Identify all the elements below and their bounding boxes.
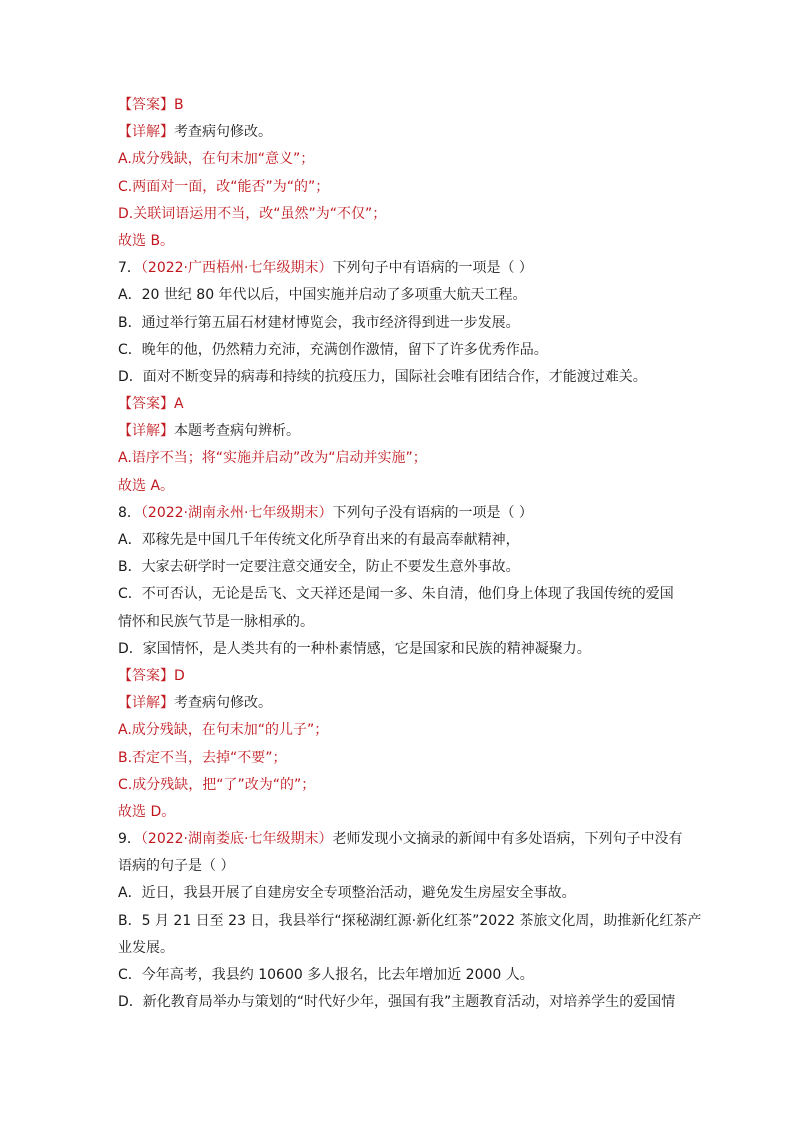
explain-tag: 【详解】: [118, 695, 174, 712]
question-number: 8．: [118, 504, 141, 521]
note-line: B.否定不当，去掉“不要”；: [118, 749, 287, 766]
explain-tag: 【详解】: [118, 124, 174, 141]
note-line: C.两面对一面，改“能否”为“的”；: [118, 178, 330, 195]
note-line: A.语序不当；将“实施并启动”改为“启动并实施”；: [118, 450, 427, 467]
answer-value: D: [174, 667, 185, 684]
option-c: C．晚年的他，仍然精力充沛，充满创作激情，留下了许多优秀作品。: [118, 341, 548, 358]
option-a: A．邓稼先是中国几千年传统文化所孕育出来的有最高奉献精神，: [118, 532, 520, 548]
option-d: D．面对不断变异的病毒和持续的抗疫压力，国际社会唯有团结合作，才能渡过难关。: [118, 368, 647, 385]
question-text: 老师发现小文摘录的新闻中有多处语病，下列句子中没有: [332, 831, 683, 848]
option-c: C．不可否认，无论是岳飞、文天祥还是闻一多、朱自清，他们身上体现了我国传统的爱国: [118, 586, 674, 603]
question-8-stem: [118, 500, 678, 527]
option-d: D．新化教育局举办与策划的“时代好少年，强国有我”主题教育活动，对培养学生的爱国情: [118, 994, 676, 1011]
answer-tag: 【答案】: [118, 97, 174, 113]
question-source: （2022·湖南永州·七年级期末）: [140, 504, 333, 521]
answer-value: B: [174, 97, 184, 113]
explain-line: [118, 690, 678, 717]
final-answer-line: 故选 A。: [118, 477, 175, 494]
note-line: A.成分残缺，在句末加“的儿子”；: [118, 722, 329, 739]
final-answer-line: 故选 D。: [118, 803, 176, 820]
explain-tag: 【详解】: [118, 423, 174, 440]
answer-line: [118, 92, 678, 119]
question-source: （2022·广西梧州·七年级期末）: [140, 260, 333, 277]
explain-text: 考查病句修改。: [174, 695, 272, 712]
answer-tag: 【答案】: [118, 396, 174, 413]
note-line: D.关联词语运用不当，改“虽然”为“不仅”；: [118, 205, 387, 222]
explain-text: 考查病句修改。: [174, 124, 272, 141]
option-b: B．5 月 21 日至 23 日，我县举行“探秘湖红源·新化红茶”2022 茶旅文化周，助推新化红茶产: [118, 912, 702, 929]
question-number: 7．: [118, 260, 141, 277]
option-b: B．大家去研学时一定要注意交通安全，防止不要发生意外事故。: [118, 559, 520, 576]
question-source: （2022·湖南娄底·七年级期末）: [140, 831, 333, 848]
question-text-continued: 语病的句子是（ ）: [118, 858, 235, 875]
option-a: A．近日，我县开展了自建房安全专项整治活动，避免发生房屋安全事故。: [118, 885, 576, 902]
option-b: B．通过举行第五届石材建材博览会，我市经济得到进一步发展。: [118, 314, 520, 331]
answer-value: A: [174, 396, 184, 413]
explain-line: [118, 119, 678, 146]
question-text: 下列句子没有语病的一项是（ ）: [332, 504, 533, 521]
option-c: C．今年高考，我县约 10600 多人报名，比去年增加近 2000 人。: [118, 967, 534, 983]
option-a: A．20 世纪 80 年代以后，中国实施并启动了多项重大航天工程。: [118, 287, 527, 304]
option-c-continued: 情怀和民族气节是一脉相承的。: [118, 613, 314, 630]
option-d: D．家国情怀，是人类共有的一种朴素情感，它是国家和民族的精神凝聚力。: [118, 640, 591, 657]
answer-line: [118, 663, 678, 690]
option-b-continued: 业发展。: [118, 939, 174, 956]
note-line: A.成分残缺，在句末加“意义”；: [118, 151, 315, 168]
answer-tag: 【答案】: [118, 667, 174, 684]
question-text: 下列句子中有语病的一项是（ ）: [332, 260, 533, 277]
final-answer-line: 故选 B。: [118, 232, 175, 249]
document-page: [118, 92, 702, 1016]
explain-text: 本题考查病句辨析。: [174, 423, 300, 440]
question-7-stem: [118, 255, 678, 282]
explain-line: [118, 418, 678, 445]
answer-line: [118, 391, 678, 418]
question-9-stem: [118, 826, 683, 853]
note-line: C.成分残缺，把“了”改为“的”；: [118, 776, 316, 793]
question-number: 9．: [118, 831, 141, 848]
